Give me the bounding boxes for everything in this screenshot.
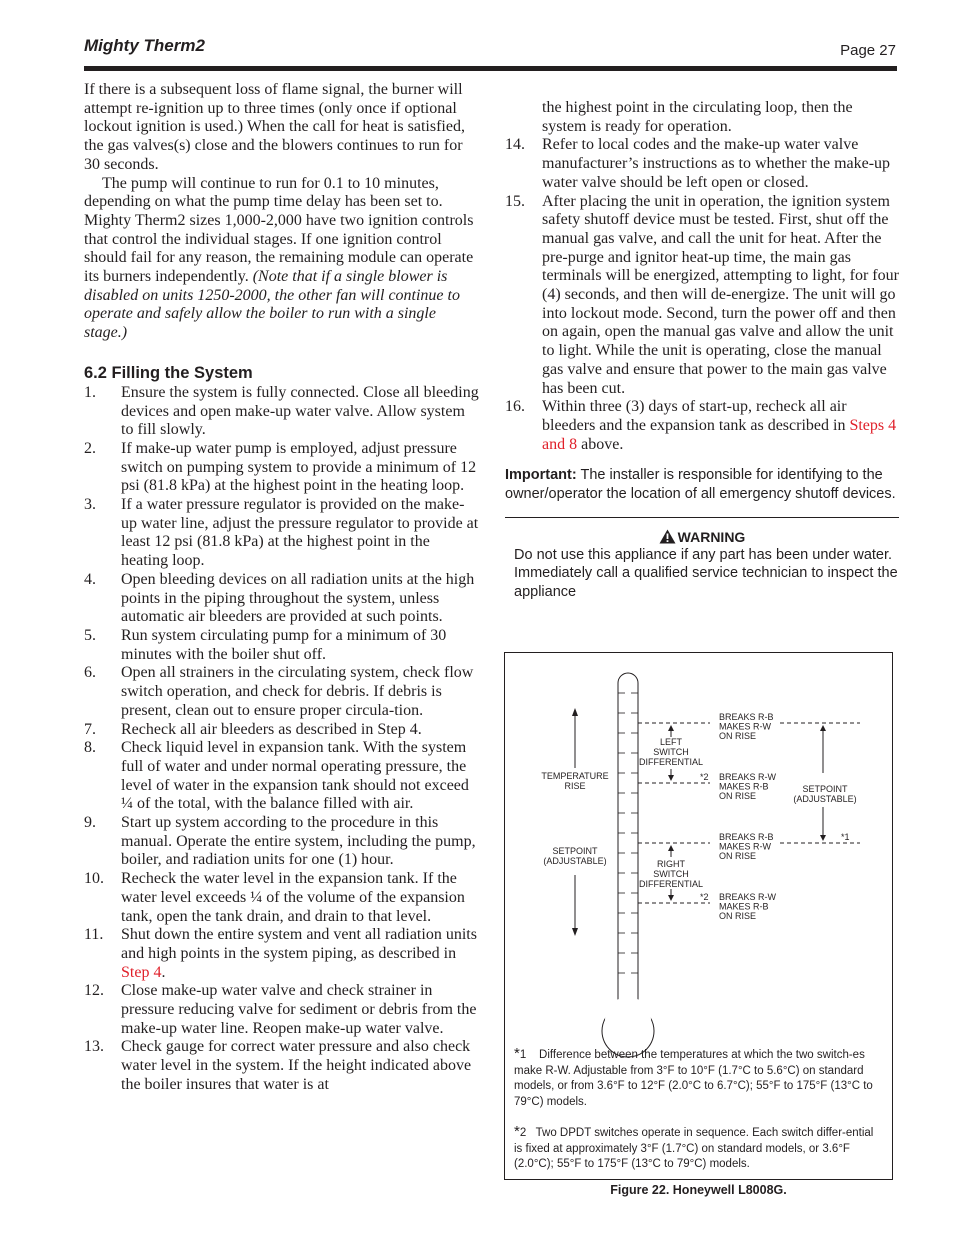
switch-group-2: BREAKS R-W MAKES R-B ON RISE	[719, 772, 777, 801]
list-item	[505, 398, 899, 454]
switch-group-3: BREAKS R-B MAKES R-W ON RISE	[719, 832, 774, 861]
item-number: 15.	[505, 192, 525, 210]
item-text-end: above.	[577, 435, 624, 453]
item-number: 12.	[84, 982, 104, 1000]
item-number: 5.	[84, 626, 96, 644]
left-column	[84, 81, 479, 1095]
item-number: 8.	[84, 739, 96, 757]
footnote-1	[514, 1046, 884, 1110]
list-item	[84, 721, 479, 740]
item-number: 3.	[84, 496, 96, 514]
footnote-2	[514, 1124, 884, 1173]
footnote-1-number: 1	[519, 1049, 527, 1061]
important-note	[505, 466, 899, 503]
right-column	[505, 99, 899, 601]
figure-caption: Figure 22. Honeywell L8008G.	[610, 1183, 787, 1197]
important-label: Important:	[505, 467, 577, 484]
warning-title-text: WARNING	[677, 529, 746, 546]
item-text: If a water pressure regulator is provided on the make-up water line, adjust the pressure regulator to provide at least 12 psi (81.8 kPa) at the highest point in the heating loop.	[121, 496, 479, 570]
item-number: 10.	[84, 870, 104, 888]
item-text: Open all strainers in the circulating system, check flow switch operation, and check for debris. If debris is present, clean out to ensure proper circula-tion.	[121, 664, 474, 719]
list-item	[84, 982, 479, 1038]
important-text: The installer is responsible for identifying to the owner/operator the location of all emergency shutoff devices.	[505, 467, 896, 502]
paragraph-flame-signal: If there is a subsequent loss of flame signal, the burner will attempt re-ignition up to three times (only once if optional lockout ignition is used.) When the call for heat is satisfied, the gas valves(s) close and the blowers continues to run for 30 seconds.	[84, 81, 465, 173]
warning-text: Do not use this appliance if any part has been under water. Immediately call a qualified service technician to inspect the appliance	[514, 547, 898, 600]
paragraph-pump	[84, 175, 479, 343]
footnote-2-star: *	[514, 1123, 520, 1140]
footnote-1-star: *	[514, 1045, 520, 1062]
list-item	[84, 664, 479, 720]
list-item	[84, 814, 479, 870]
warning-rule	[505, 517, 899, 518]
item-text: If make-up water pump is employed, adjust pressure switch on pumping system to provide a minimum of 12 psi (81.8 kPa) at the highest point in the heating loop.	[121, 439, 477, 495]
item-text: Close make-up water valve and check strainer in pressure reducing valve for sediment or debris from the make-up water line. Reopen make-up water valve.	[121, 982, 477, 1037]
list-item	[84, 571, 479, 627]
filling-steps-list-cont	[505, 136, 899, 454]
list-item	[505, 136, 899, 192]
section-heading: 6.2 Filling the System	[84, 363, 253, 382]
item-number: 9.	[84, 814, 96, 832]
setpoint-left-label: SETPOINT (ADJUSTABLE)	[543, 846, 607, 866]
marker-1: *1	[841, 832, 850, 842]
item-number: 14.	[505, 136, 525, 154]
item-number: 11.	[84, 926, 104, 944]
thermometer-bulb	[621, 693, 635, 1023]
item-number: 6.	[84, 664, 96, 682]
switch-group-4: BREAKS R-W MAKES R-B ON RISE	[719, 892, 777, 921]
list-item	[84, 926, 479, 982]
item-13-continued: the highest point in the circulating loop, then the system is ready for operation.	[542, 99, 853, 135]
filling-steps-list	[84, 384, 479, 1095]
header-rule	[84, 66, 897, 71]
list-item	[84, 1038, 479, 1094]
item-text: Open bleeding devices on all radiation units at the high points in the piping throughout the system, unless automatic air bleeders are provided at such points.	[121, 570, 475, 626]
item-text: Check gauge for correct water pressure and also check water level in the system. If the height indicated above the boiler insures that water is at	[121, 1038, 472, 1093]
item-number: 1.	[84, 383, 96, 401]
temperature-rise-label: TEMPERATURE RISE	[541, 771, 609, 791]
step-4-link[interactable]: Step 4	[121, 963, 162, 981]
item-number: 16.	[505, 398, 525, 416]
figure-box	[504, 652, 893, 1180]
item-text: Within three (3) days of start-up, recheck all air bleeders and the expansion tank as described in	[542, 398, 847, 434]
setpoint-right-label: SETPOINT (ADJUSTABLE)	[793, 784, 857, 804]
item-text: Start up system according to the procedure in this manual. Operate the entire system, including the pump, boiler, and radiation units for one (1) hour.	[121, 814, 476, 869]
switch-group-1: BREAKS R-B MAKES R-W ON RISE	[719, 712, 774, 741]
item-number: 2.	[84, 439, 96, 457]
list-item	[84, 739, 479, 814]
marker-2a: *2	[700, 772, 709, 782]
item-text: Recheck all air bleeders as described in Step 4.	[121, 720, 422, 738]
footnote-2-text: Two DPDT switches operate in sequence. Each switch differ-ential is fixed at approximately 3°F (1.7°C) on standard models, or 3.6°F (2.0°C); 55°F to 175°F (13°C to 79°C) models.	[514, 1127, 874, 1170]
marker-2b: *2	[700, 892, 709, 902]
list-item	[84, 627, 479, 664]
item-text: Run system circulating pump for a minimum of 30 minutes with the boiler shut off.	[121, 626, 447, 663]
list-item	[505, 193, 899, 399]
temperature-rise-arrow	[572, 708, 578, 716]
item-number: 13.	[84, 1038, 104, 1056]
item-number: 7.	[84, 720, 96, 738]
item-text: Recheck the water level in the expansion tank. If the water level exceeds ¼ of the volume of the expansion tank, open the tank drain, and drain to that level.	[121, 870, 465, 925]
item-text: Shut down the entire system and vent all radiation units and high points in the system piping, as described in	[121, 926, 477, 962]
item-text: Ensure the system is fully connected. Close all bleeding devices and open make-up water valve. Allow system to fill slowly.	[121, 383, 479, 439]
footnote-2-number: 2	[519, 1127, 527, 1139]
item-text: Refer to local codes and the make-up water valve manufacturer’s instructions as to whether the make-up water valve should be left open or closed.	[542, 136, 891, 191]
paragraph-pump-note: (Note that if a single blower is disabled on units 1250-2000, the other fan will continue to operate and safely allow the boiler to run with a single stage.)	[84, 268, 460, 342]
warning-title	[505, 528, 899, 546]
item-text: Check liquid level in expansion tank. With the system full of water and under normal operating pressure, the level of water in the expansion tank should not exceed ¼ of the total, with the balance filled with air.	[121, 739, 469, 813]
item-text: After placing the unit in operation, the ignition system safety shutoff device must be tested. First, shut off the manual gas valve, and call the unit for heat. After the pre-purge and ignitor heat-up time, the main gas terminals will be energized, attempting to light, for four (4) seconds, and then will de-energize. The unit will go into lockout mode. Second, turn the power off and then on again, open the manual gas valve and allow the unit to light. While the unit is operating, close the manual gas valve and ensure that power to the main gas valve has been cut.	[542, 192, 899, 397]
list-item	[84, 440, 479, 496]
right-switch-label: RIGHT SWITCH DIFFERENTIAL	[638, 859, 704, 889]
list-item	[84, 496, 479, 571]
item-number: 4.	[84, 570, 96, 588]
warning-icon	[659, 529, 676, 544]
left-switch-label: LEFT SWITCH DIFFERENTIAL	[638, 737, 704, 767]
list-item	[84, 870, 479, 926]
footnote-1-text: Difference between the temperatures at which the two switch-es make R-W. Adjustable from 3°F to 10°F (1.7°C to 5.6°C) on standard models, or from 3.6°F to 12°F (2.0°C to 6.7°C); 55°F to 175°F (13°C to 79°C) models.	[514, 1049, 873, 1108]
list-item	[84, 384, 479, 440]
page-number: Page 27	[840, 42, 896, 59]
brand-title: Mighty Therm2	[84, 36, 205, 55]
steps-4-and-8-link[interactable]: Steps 4 and 8	[542, 416, 897, 453]
paragraph-pump-text: The pump will continue to run for 0.1 to 10 minutes, depending on what the pump time delay has been set to. Mighty Therm2 sizes 1,000-2,000 have two ignition controls that control the individual stages. If one ignition control should fail for any reason, the remaining module can operate its burners independently.	[84, 174, 474, 286]
item-text-end: .	[161, 963, 166, 981]
